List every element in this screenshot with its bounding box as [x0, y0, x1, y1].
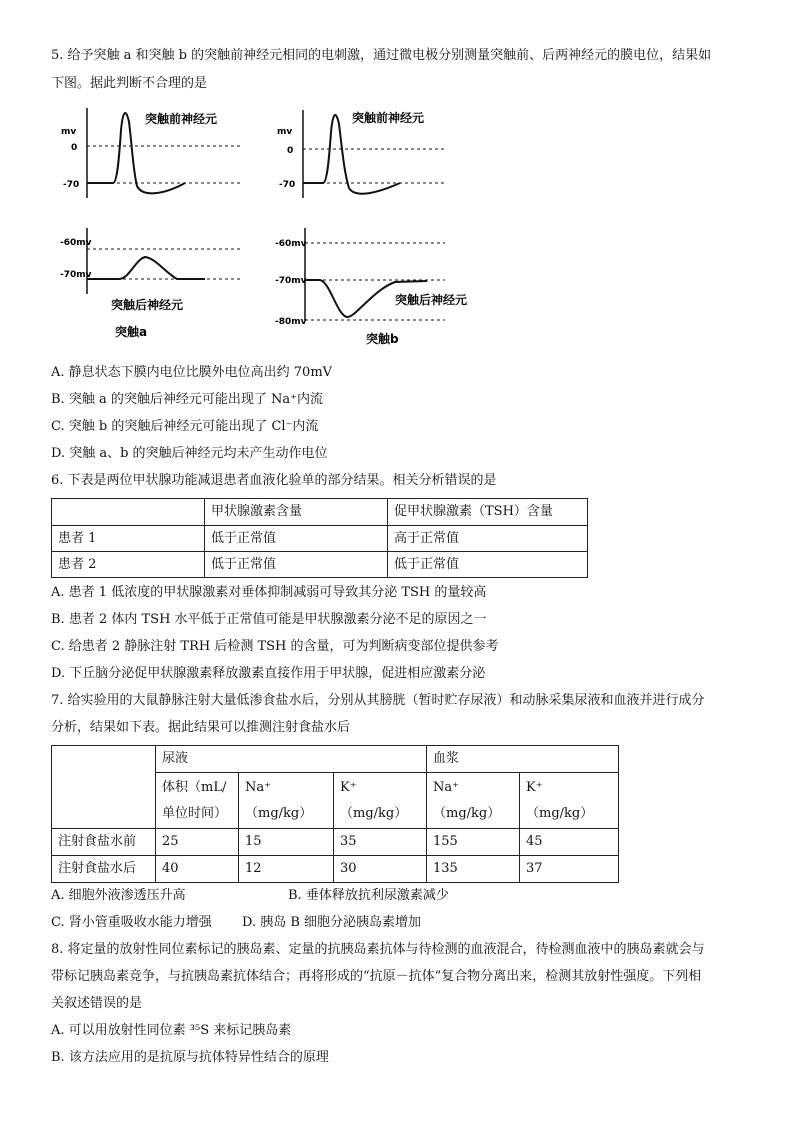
q7-cell: 25: [156, 829, 239, 856]
q7-option-c: C. 肾小管重吸收水能力增强: [51, 915, 212, 930]
post-b-tick70: -70mv: [275, 276, 307, 286]
q7-corner: [52, 746, 156, 829]
q5-option-d: D. 突触 a、b 的突触后神经元均未产生动作电位: [51, 446, 328, 461]
postsyn-b-graph: [275, 228, 467, 346]
presyn-b-graph: [277, 110, 445, 198]
q6-cell: 高于正常值: [388, 526, 588, 552]
q7-group-urine: 尿液: [156, 746, 427, 773]
q6-option-c: C. 给患者 2 静脉注射 TRH 后检测 TSH 的含量，可为判断病变部位提供参考: [51, 639, 499, 654]
q8-stem-line2: 带标记胰岛素竞争，与抗胰岛素抗体结合；再将形成的“抗原－抗体”复合物分离出来，检测其放射性强度。下列相: [51, 969, 702, 984]
q5-option-c: C. 突触 b 的突触后神经元可能出现了 Cl⁻内流: [51, 419, 319, 434]
q6-cell: 患者 1: [52, 526, 205, 552]
pre-b-tick70: -70: [279, 180, 296, 190]
q7-option-d: D. 胰岛 B 细胞分泌胰岛素增加: [242, 915, 422, 930]
q7-stem-line1: 7. 给实验用的大鼠静脉注射大量低渗食盐水后，分别从其膀胱（暂时贮存尿液）和动脉采集尿液和血液并进行成分: [51, 693, 705, 708]
q7-option-a: A. 细胞外液渗透压升高: [51, 888, 186, 903]
q7-group-plasma: 血浆: [427, 746, 619, 773]
synapse-a-label: 突触a: [115, 325, 148, 339]
q7-header-k-label: K⁺: [340, 779, 357, 795]
q6-stem: 6. 下表是两位甲状腺功能减退患者血液化验单的部分结果。相关分析错误的是: [51, 473, 497, 488]
q5-stem-line1: 5. 给予突触 a 和突触 b 的突触前神经元相同的电刺激，通过微电极分别测量突触前、后两神经元的膜电位，结果如: [51, 48, 712, 63]
post-a-tick60: -60mv: [60, 238, 92, 248]
post-b-tick80: -80mv: [275, 317, 307, 327]
q7-header-unit: （mg/kg）: [245, 805, 313, 821]
q7-header-unit: （mg/kg）: [340, 805, 408, 821]
q8-stem-line1: 8. 将定量的放射性同位素标记的胰岛素、定量的抗胰岛素抗体与待检测的血液混合，待检测血液中的胰岛素就会与: [51, 942, 705, 957]
q7-header-na-plasma: [427, 773, 520, 829]
pre-a-unit: mv: [61, 127, 77, 137]
q6-header-tsh: 促甲状腺激素（TSH）含量: [388, 499, 588, 526]
q7-cell: 注射食盐水前: [52, 829, 156, 856]
q6-option-b: B. 患者 2 体内 TSH 水平低于正常值可能是甲状腺激素分泌不足的原因之一: [51, 612, 487, 627]
q7-cell: 40: [156, 856, 239, 883]
q5-option-b: B. 突触 a 的突触后神经元可能出现了 Na⁺内流: [51, 392, 323, 407]
pre-a-label: 突触前神经元: [145, 112, 218, 126]
q5-option-a: A. 静息状态下膜内电位比膜外电位高出约 70mV: [51, 365, 333, 380]
post-b-tick60: -60mv: [275, 239, 307, 249]
q7-cell: 30: [334, 856, 427, 883]
q8-option-b: B. 该方法应用的是抗原与抗体特异性结合的原理: [51, 1050, 329, 1065]
q7-header-unit: （mg/kg）: [433, 805, 501, 821]
q6-cell: 低于正常值: [205, 526, 388, 552]
q7-header-volume-2: 单位时间）: [162, 805, 228, 821]
q6-table: [51, 498, 588, 578]
pre-a-tick70: -70: [63, 180, 80, 190]
q8-option-a: A. 可以用放射性同位素 ³⁵S 来标记胰岛素: [51, 1023, 292, 1038]
q6-header-th: 甲状腺激素含量: [205, 499, 388, 526]
q7-header-unit: （mg/kg）: [526, 805, 594, 821]
q6-cell: 患者 2: [52, 552, 205, 578]
q7-cell: 155: [427, 829, 520, 856]
q7-cell: 15: [239, 829, 334, 856]
q7-option-b: B. 垂体释放抗利尿激素减少: [288, 888, 449, 903]
q7-stem-line2: 分析，结果如下表。据此结果可以推测注射食盐水后: [51, 720, 351, 735]
post-a-tick70: -70mv: [60, 270, 92, 280]
q7-header-na-urine: [239, 773, 334, 829]
postsyn-a-graph: [60, 228, 240, 339]
q6-option-a: A. 患者 1 低浓度的甲状腺激素对垂体抑制减弱可导致其分泌 TSH 的量较高: [51, 585, 487, 600]
q6-cell: 低于正常值: [205, 552, 388, 578]
q7-header-k-urine: [334, 773, 427, 829]
q7-table: [51, 745, 619, 883]
q7-header-volume-1: 体积（mL/: [162, 779, 227, 795]
q8-stem-line3: 关叙述错误的是: [51, 996, 143, 1011]
q7-header-k-plasma: [520, 773, 619, 829]
q6-cell: 低于正常值: [388, 552, 588, 578]
pre-b-label: 突触前神经元: [352, 111, 425, 125]
synapse-b-label: 突触b: [366, 332, 399, 346]
q7-cell: 45: [520, 829, 619, 856]
q6-header-blank: [52, 499, 205, 526]
post-a-label: 突触后神经元: [111, 298, 184, 312]
q7-cell: 135: [427, 856, 520, 883]
presyn-a-graph: [61, 108, 240, 198]
pre-a-tick0: 0: [71, 143, 78, 153]
pre-b-unit: mv: [277, 127, 293, 137]
post-b-label: 突触后神经元: [395, 293, 468, 307]
q7-header-na-label: Na⁺: [245, 779, 271, 795]
q7-header-k-label: K⁺: [526, 779, 543, 795]
q7-cell: 35: [334, 829, 427, 856]
q7-header-na-label: Na⁺: [433, 779, 459, 795]
q7-cell: 37: [520, 856, 619, 883]
q7-cell: 12: [239, 856, 334, 883]
q7-cell: 注射食盐水后: [52, 856, 156, 883]
q5-figure: [55, 100, 475, 350]
q6-option-d: D. 下丘脑分泌促甲状腺激素释放激素直接作用于甲状腺，促进相应激素分泌: [51, 666, 486, 681]
q5-stem-line2: 下图。据此判断不合理的是: [51, 76, 208, 91]
pre-b-tick0: 0: [287, 146, 294, 156]
q7-header-volume: [156, 773, 239, 829]
